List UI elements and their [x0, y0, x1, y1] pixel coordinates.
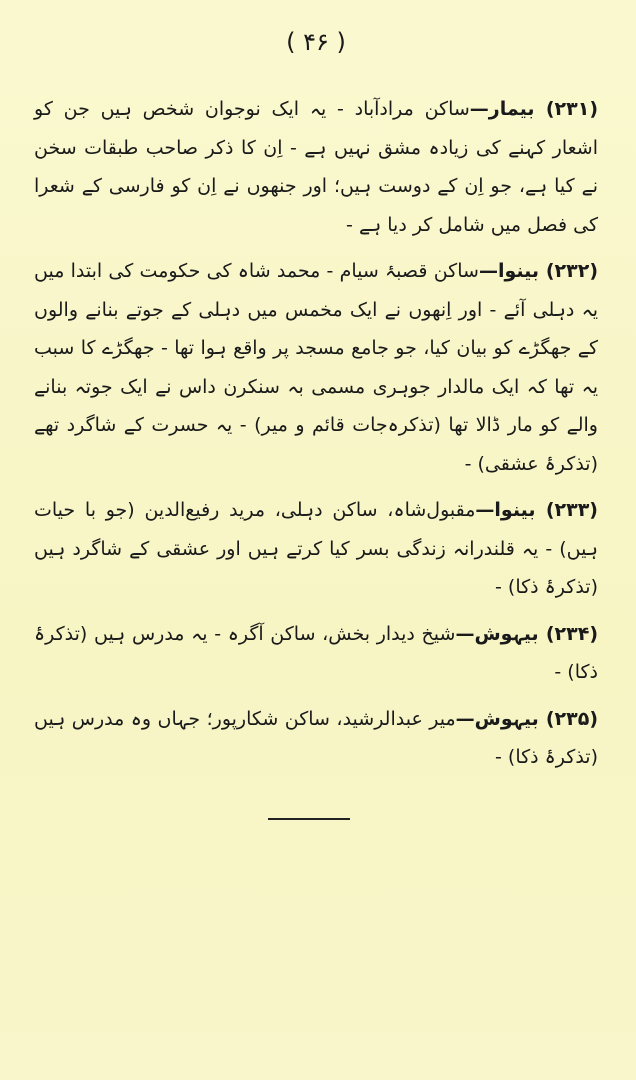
entry-text: مقبول‌شاہ، ساکن دہلی، مرید رفیع‌الدین (جو با حیات ہیں) - یہ قلندرانہ زندگی بسر کیا کرتے ہیں اور عشقی کے شاگرد ہیں (تذکرۂ ذکا) -: [34, 499, 598, 598]
page-number: ( ۴۶ ): [286, 28, 346, 56]
entry-text: ساکن قصبۂ سیام - محمد شاہ کی حکومت کی ابتدا میں یہ دہلی آئے - اور اِنھوں نے ایک مخمس میں دہلی کے جوتے بنانے والوں کے جھگڑے کو بیان کیا، جو جامع مسجد پر واقع ہوا تھا - جھگڑے کا سبب یہ تھا کہ ایک مالدار جوہری مسمی بہ سنکرن داس نے ایک جوتہ بنانے والے کو مار ڈالا تھا (تذکرہ‌جات قائم و میر) - یہ حسرت کے شاگرد تھے (تذکرۂ عشقی) -: [34, 260, 598, 475]
entry-heading: (۲۳۴) بیہوش—: [455, 622, 598, 645]
end-rule-divider: [268, 818, 350, 820]
entry-heading: (۲۳۲) بینوا—: [478, 260, 598, 282]
entries-list: [34, 90, 598, 777]
entry-text: شیخ دیدار بخش، ساکن آگرہ - یہ مدرس ہیں (تذکرۂ ذکا) -: [34, 622, 598, 683]
entry-text: ساکن مرادآباد - یہ ایک نوجوان شخص ہیں جن کو اشعار کہنے کی زیادہ مشق نہیں ہے - اِن کا ذکر صاحب طبقات سخن نے کیا ہے، جو اِن کے دوست ہیں؛ اور جنھوں نے اِن کو فارسی کے شعرا کی فصل میں شامل کر دیا ہے -: [34, 98, 598, 236]
entry-235: [34, 700, 598, 777]
entry-heading: (۲۳۱) بیمار—: [469, 98, 598, 120]
entry-text: میر عبدالرشید، ساکن شکارپور؛ جہاں وہ مدرس ہیں (تذکرۂ ذکا) -: [34, 707, 598, 768]
entry-231: [34, 90, 598, 244]
entry-233: [34, 491, 598, 607]
entry-232: [34, 252, 598, 483]
entry-234: [34, 615, 598, 692]
entry-heading: (۲۳۳) بینوا—: [475, 499, 598, 521]
entry-heading: (۲۳۵) بیہوش—: [455, 707, 598, 730]
